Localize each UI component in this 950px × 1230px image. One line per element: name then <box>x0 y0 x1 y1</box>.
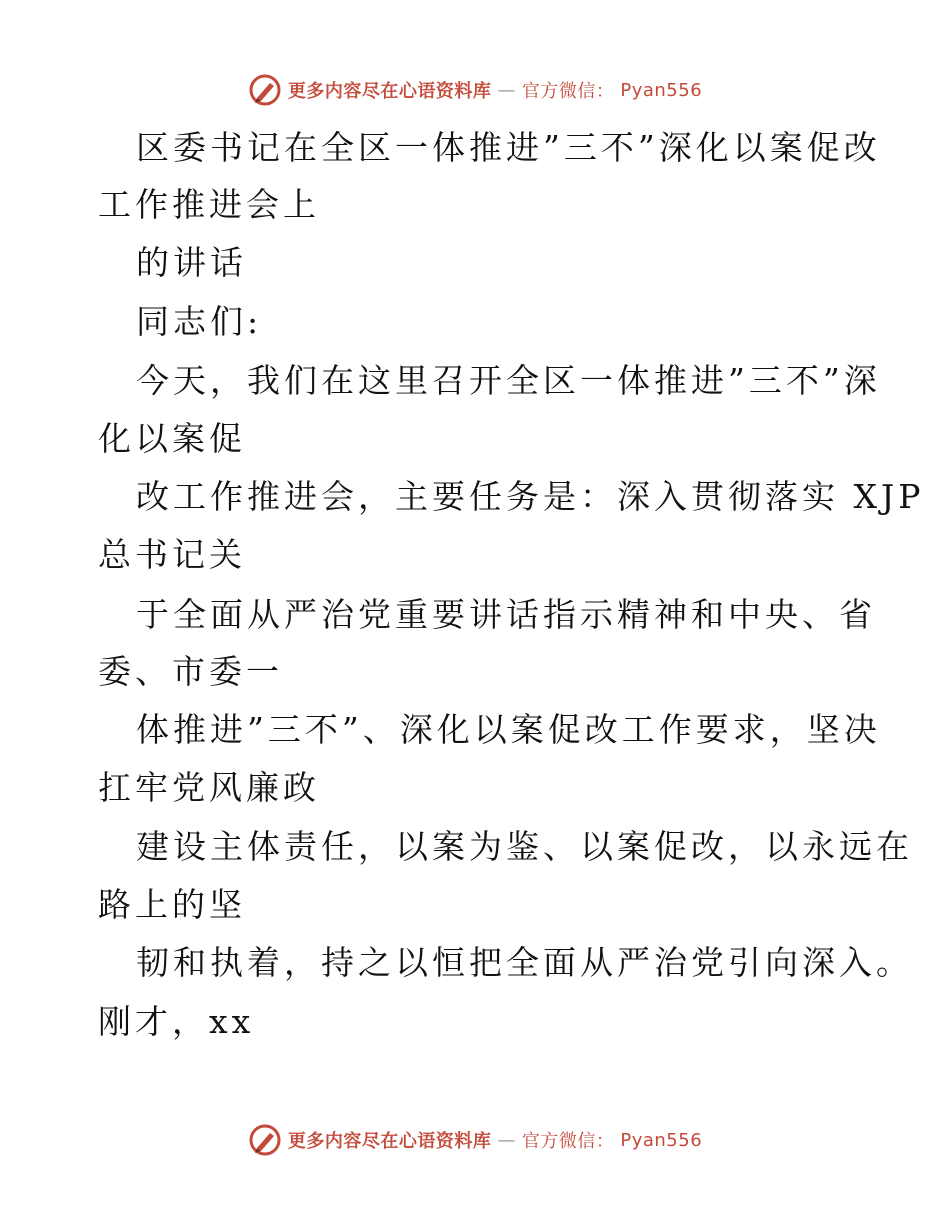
salutation-line: 同志们: <box>136 302 263 341</box>
watermark-contact-id: Pyan556 <box>620 1129 703 1151</box>
body-line: 今天，我们在这里召开全区一体推进”三不”深 <box>136 361 881 400</box>
body-line: 路上的坚 <box>98 885 246 924</box>
body-line: 体推进”三不”、深化以案促改工作要求，坚决 <box>136 710 881 749</box>
body-line: 扛牢党风廉政 <box>98 768 320 807</box>
watermark-main-text: 更多内容尽在心语资料库 <box>287 81 492 102</box>
body-line: 化以案促 <box>98 419 246 458</box>
body-line: 总书记关 <box>98 535 246 574</box>
header-watermark <box>0 70 950 110</box>
pen-logo-icon <box>248 73 282 107</box>
body-line: 韧和执着，持之以恒把全面从严治党引向深入。 <box>136 943 913 982</box>
title-line: 工作推进会上 <box>98 185 320 224</box>
title-line: 区委书记在全区一体推进”三不”深化以案促改 <box>136 128 881 167</box>
body-line: 建设主体责任，以案为鉴、以案促改，以永远在 <box>136 827 913 866</box>
body-line: 于全面从严治党重要讲话指示精神和中央、省 <box>136 595 876 634</box>
body-line: 改工作推进会，主要任务是：深入贯彻落实 XJP <box>136 477 925 516</box>
watermark-contact-label: 官方微信： <box>521 1131 615 1152</box>
body-line: 刚才，xx <box>98 1002 255 1041</box>
watermark-contact-id: Pyan556 <box>620 79 703 101</box>
footer-watermark <box>0 1120 950 1160</box>
watermark-separator: — <box>497 79 516 101</box>
title-line: 的讲话 <box>136 243 247 282</box>
pen-logo-icon <box>248 1123 282 1157</box>
watermark-separator: — <box>497 1129 516 1151</box>
watermark-contact-label: 官方微信： <box>521 81 615 102</box>
body-line: 委、市委一 <box>98 652 283 691</box>
watermark-main-text: 更多内容尽在心语资料库 <box>287 1131 492 1152</box>
